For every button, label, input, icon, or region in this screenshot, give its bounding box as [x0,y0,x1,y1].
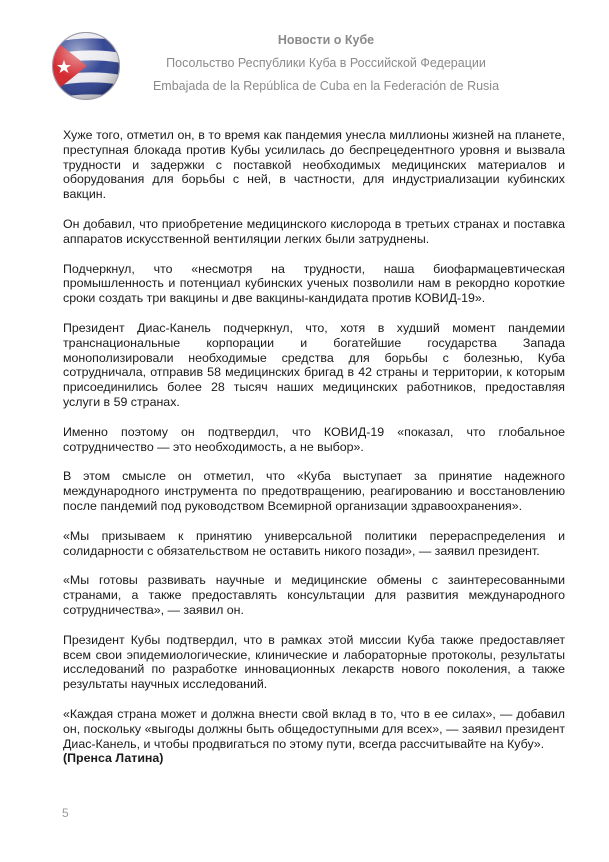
source-attribution: (Пренса Латина) [63,751,164,766]
paragraph-final-text: «Каждая страна может и должна внести свой вклад в то, что в ее силах», — добавил он, поскольку «выгоды должны быть общедоступными для всех», — заявил президент Диас-Канель, и чтобы продвигаться по этому пути, всегда рассчитывайте на Кубу». [63,706,565,751]
paragraph: Подчеркнул, что «несмотря на трудности, наша биофармацевтическая промышленность и потенциал кубинских ученых позволили нам в рекордно короткие сроки создать три вакцины и две вакцины-кандидата против КОВИД-19». [63,261,565,306]
article-body [63,128,565,781]
paragraph: «Мы готовы развивать научные и медицинские обмены с заинтересованными странами, а также предоставлять консультации для развития международного сотрудничества», — заявил он. [63,573,565,617]
paragraph: В этом смысле он отметил, что «Куба выступает за принятие надежного международного инструмента по предотвращению, реагированию и восстановлению после пандемий под руководством Всемирной организации здравоохранения». [63,469,565,513]
cuba-flag-sphere-icon [51,31,121,101]
header-titles [126,30,526,96]
paragraph-final [63,707,565,766]
paragraph: Президент Диас-Канель подчеркнул, что, хотя в худший момент пандемии транснациональные корпорации и богатейшие государства Запада монополизировали необходимые средства для борьбы с болезнью, Куба сотрудничала, отправив 58 медицинских бригад в 42 страны и территории, к которым присоединились более 28 тысяч наших медицинских работников, предоставляя услуги в 59 странах. [63,320,565,409]
header-title: Новости о Кубе [277,33,375,47]
paragraph: Именно поэтому он подтвердил, что КОВИД-19 «показал, что глобальное сотрудничество — это необходимость, а не выбор». [63,424,565,454]
paragraph: «Мы призываем к принятию универсальной политики перераспределения и солидарности с обязательством не оставить никого позади», — заявил президент. [63,528,565,558]
paragraph: Он добавил, что приобретение медицинского кислорода в третьих странах и поставка аппаратов искусственной вентиляции легких были затруднены. [63,216,565,246]
header-subtitle-es: Embajada de la República de Cuba en la Federación de Rusia [152,79,500,93]
paragraph: Президент Кубы подтвердил, что в рамках этой миссии Куба также предоставляет всем свои эпидемиологические, клинические и лабораторные протоколы, результаты исследований по разработке инновационных лекарств нового поколения, а также результаты научных исследований. [63,632,565,692]
paragraph: Хуже того, отметил он, в то время как пандемия унесла миллионы жизней на планете, преступная блокада против Кубы усилилась до беспрецедентного уровня и вызвала трудности и задержки с поставкой необходимых медицинских материалов и оборудования для борьбы с ней, в частности, для индустриализации кубинских вакцин. [63,128,565,202]
page-number: 5 [62,806,69,820]
page-header [0,0,609,110]
header-subtitle-ru: Посольство Республики Куба в Российской Федерации [166,56,486,70]
